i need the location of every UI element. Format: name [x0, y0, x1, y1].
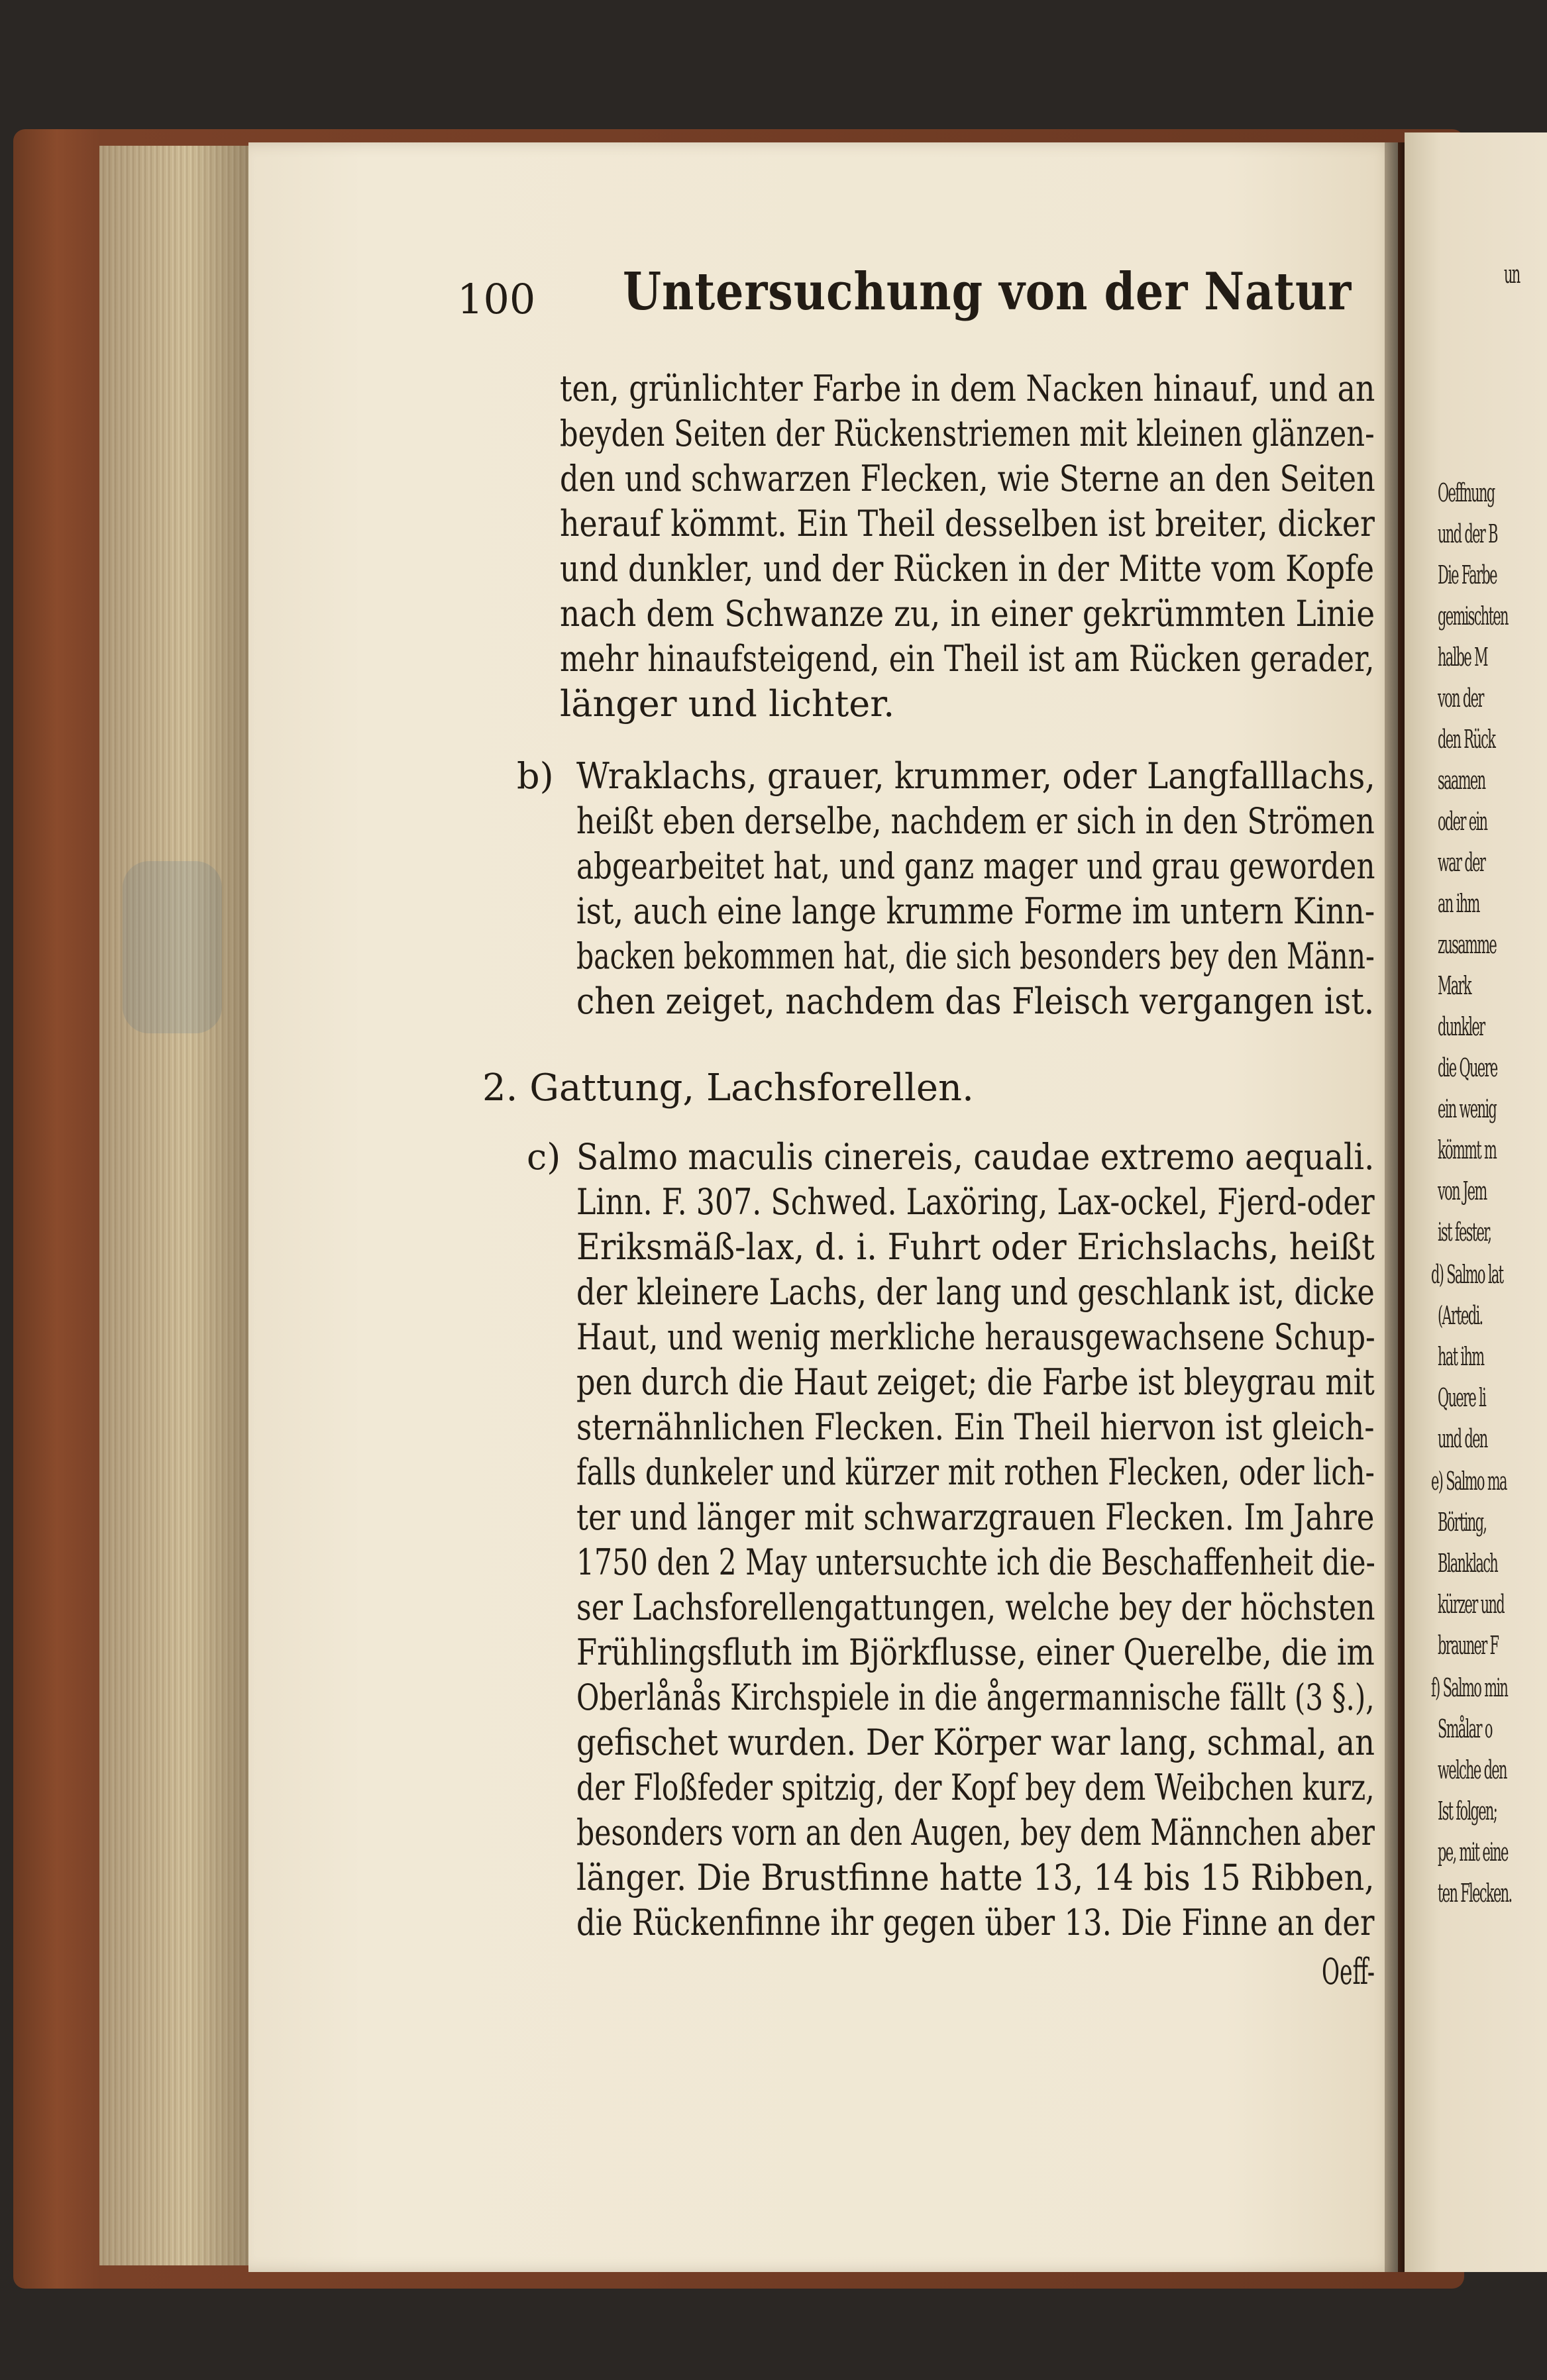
right-page-line: welche den: [1438, 1755, 1507, 1785]
right-page-line: d) Salmo lat: [1431, 1260, 1503, 1289]
item-c-line: gefischet wurden. Der Körper war lang, schmal, an: [576, 1722, 1375, 1763]
page-edge-shade: [99, 146, 248, 2265]
right-page-line: Börting,: [1438, 1508, 1487, 1537]
body-line: länger und lichter.: [560, 683, 895, 725]
item-b-label: b): [517, 755, 554, 797]
book-gutter: [1385, 142, 1405, 2272]
item-b-line: chen zeiget, nachdem das Fleisch vergangen ist.: [576, 980, 1375, 1022]
item-c-line: ser Lachsforellengattungen, welche bey der höchsten: [576, 1586, 1375, 1628]
right-page-line: ten Flecken.: [1438, 1879, 1512, 1908]
item-c-line: Linn. F. 307. Schwed. Laxöring, Lax-ockel, Fjerd-oder: [576, 1181, 1375, 1223]
right-page-line: war der: [1438, 848, 1485, 877]
right-page-line: (Artedi.: [1438, 1301, 1483, 1330]
body-line: ten, grünlichter Farbe in dem Nacken hinauf, und an: [560, 368, 1375, 409]
catchword: Oeff-: [1322, 1951, 1375, 1992]
right-page-line: kürzer und: [1438, 1590, 1504, 1619]
item-b-line: Wraklachs, grauer, krummer, oder Langfalllachs,: [576, 755, 1375, 797]
right-page-line: Ist folgen;: [1438, 1796, 1497, 1826]
right-page-line: f) Salmo min: [1431, 1673, 1508, 1702]
right-page: [1405, 132, 1547, 2272]
item-c-line: Salmo maculis cinereis, caudae extremo aequali.: [576, 1136, 1375, 1178]
right-page-line: an ihm: [1438, 889, 1479, 918]
right-page-line: brauner F: [1438, 1631, 1499, 1660]
item-c-line: besonders vorn an den Augen, bey dem Männchen aber: [576, 1812, 1375, 1853]
right-page-line: von Jem: [1438, 1176, 1487, 1206]
item-c-line: falls dunkeler und kürzer mit rothen Flecken, oder lich-: [576, 1451, 1375, 1493]
right-page-line: und der B: [1438, 519, 1497, 548]
item-c-line: die Rückenfinne ihr gegen über 13. Die Finne an der: [576, 1902, 1375, 1943]
running-head: Untersuchung von der Natur: [623, 262, 1352, 322]
body-line: nach dem Schwanze zu, in einer gekrümmten Linie: [560, 593, 1375, 635]
right-page-line: dunkler: [1438, 1012, 1485, 1041]
item-c-label: c): [527, 1136, 561, 1178]
item-c-line: ter und länger mit schwarzgrauen Flecken. Im Jahre: [576, 1496, 1375, 1538]
right-page-line: halbe M: [1438, 643, 1487, 672]
right-page-line: Mark: [1438, 971, 1471, 1000]
right-page-line: zusamme: [1438, 930, 1497, 959]
body-line: beyden Seiten der Rückenstriemen mit kleinen glänzen-: [560, 413, 1375, 454]
right-page-line: gemischten: [1438, 601, 1508, 631]
page-number: 100: [457, 275, 536, 323]
item-c-line: länger. Die Brustfinne hatte 13, 14 bis 15 Ribben,: [576, 1857, 1375, 1898]
right-page-line: hat ihm: [1438, 1342, 1484, 1371]
item-b-line: ist, auch eine lange krumme Forme im untern Kinn-: [576, 890, 1375, 932]
right-page-line: Oeffnung: [1438, 478, 1495, 507]
item-c-line: der kleinere Lachs, der lang und geschlank ist, dicke: [576, 1271, 1375, 1313]
section-heading: 2. Gattung, Lachsforellen.: [482, 1066, 974, 1110]
body-line: den und schwarzen Flecken, wie Sterne an den Seiten: [560, 458, 1375, 499]
item-b-line: backen bekommen hat, die sich besonders bey den Männ-: [576, 935, 1375, 977]
right-page-line: saamen: [1438, 766, 1485, 795]
right-page-line: ist fester,: [1438, 1217, 1491, 1247]
right-page-line: von der: [1438, 684, 1483, 713]
right-page-line: ein wenig: [1438, 1094, 1497, 1123]
right-page-line: den Rück: [1438, 725, 1495, 754]
right-page-line: un: [1504, 260, 1520, 289]
item-c-line: 1750 den 2 May untersuchte ich die Beschaffenheit die-: [576, 1541, 1375, 1583]
item-c-line: Oberlånås Kirchspiele in die ångermannische fällt (3 §.),: [576, 1677, 1375, 1718]
right-page-line: Smålar o: [1438, 1714, 1492, 1743]
item-c-line: Haut, und wenig merkliche herausgewachsene Schup-: [576, 1316, 1375, 1358]
right-page-line: Quere li: [1438, 1383, 1486, 1412]
body-line: herauf kömmt. Ein Theil desselben ist breiter, dicker: [560, 503, 1375, 544]
right-page-line: und den: [1438, 1424, 1487, 1453]
item-c-line: Frühlingsfluth im Björkflusse, einer Querelbe, die im: [576, 1631, 1375, 1673]
right-page-line: die Quere: [1438, 1053, 1497, 1082]
right-page-line: Blanklach: [1438, 1549, 1498, 1578]
item-b-line: abgearbeitet hat, und ganz mager und grau geworden: [576, 845, 1375, 887]
item-c-line: sternähnlichen Flecken. Ein Theil hiervon ist gleich-: [576, 1406, 1375, 1448]
item-c-line: der Floßfeder spitzig, der Kopf bey dem Weibchen kurz,: [576, 1767, 1375, 1808]
right-page-line: Die Farbe: [1438, 560, 1497, 590]
item-b-line: heißt eben derselbe, nachdem er sich in den Strömen: [576, 800, 1375, 842]
right-page-line: pe, mit eine: [1438, 1837, 1508, 1867]
item-c-line: pen durch die Haut zeiget; die Farbe ist bleygrau mit: [576, 1361, 1375, 1403]
body-line: mehr hinaufsteigend, ein Theil ist am Rücken gerader,: [560, 638, 1375, 680]
item-c-line: Eriksmäß-lax, d. i. Fuhrt oder Erichslachs, heißt: [576, 1226, 1375, 1268]
right-page-line: e) Salmo ma: [1431, 1467, 1507, 1496]
right-page-line: oder ein: [1438, 807, 1487, 836]
body-line: und dunkler, und der Rücken in der Mitte vom Kopfe: [560, 548, 1375, 590]
right-page-line: kömmt m: [1438, 1135, 1497, 1164]
